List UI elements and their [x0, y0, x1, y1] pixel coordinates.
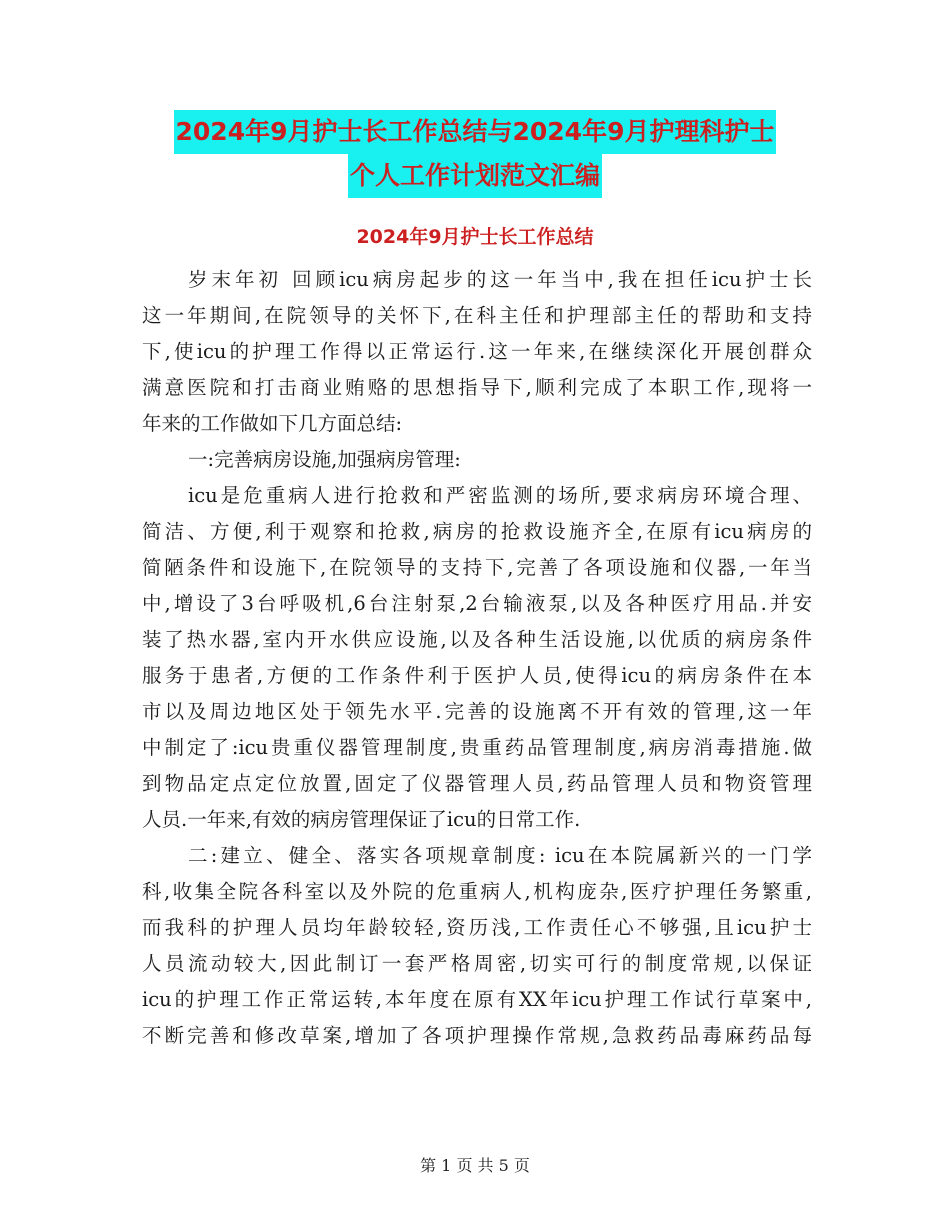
- body-line: 中,增设了3台呼吸机,6台注射泵,2台输液泵,以及各种医疗用品.并安: [142, 592, 812, 615]
- body-line: 二:建立、健全、落实各项规章制度: icu在本院属新兴的一门学: [188, 844, 812, 867]
- document-title-line-1: 2024年9月护士长工作总结与2024年9月护理科护士: [174, 110, 777, 154]
- body-line: 下,使icu的护理工作得以正常运行.这一年来,在继续深化开展创群众: [142, 340, 812, 363]
- body-line: 中制定了:icu贵重仪器管理制度,贵重药品管理制度,病房消毒措施.做: [142, 736, 812, 759]
- body-line: 市以及周边地区处于领先水平.完善的设施离不开有效的管理,这一年: [142, 700, 812, 723]
- body-line: 一:完善病房设施,加强病房管理:: [188, 448, 461, 471]
- document-title: [0, 110, 950, 198]
- body-line: 不断完善和修改草案,增加了各项护理操作常规,急救药品毒麻药品每: [142, 1024, 812, 1047]
- body-line: icu是危重病人进行抢救和严密监测的场所,要求病房环境合理、: [188, 484, 812, 507]
- section-title: 2024年9月护士长工作总结: [356, 226, 594, 248]
- document-title-line-2: 个人工作计划范文汇编: [348, 154, 602, 198]
- body-line: 年来的工作做如下几方面总结:: [142, 412, 403, 435]
- body-line: 简洁、方便,利于观察和抢救,病房的抢救设施齐全,在原有icu病房的: [142, 520, 812, 543]
- body-line: 简陋条件和设施下,在院领导的支持下,完善了各项设施和仪器,一年当: [142, 556, 812, 579]
- body-line: 这一年期间,在院领导的关怀下,在科主任和护理部主任的帮助和支持: [142, 304, 812, 327]
- body-line: 岁末年初 回顾icu病房起步的这一年当中,我在担任icu护士长: [188, 268, 812, 291]
- body-line: 满意医院和打击商业贿赂的思想指导下,顺利完成了本职工作,现将一: [142, 376, 812, 399]
- body-line: 装了热水器,室内开水供应设施,以及各种生活设施,以优质的病房条件: [142, 628, 812, 651]
- body-line: 科,收集全院各科室以及外院的危重病人,机构庞杂,医疗护理任务繁重,: [142, 880, 812, 903]
- body-line: 人员.一年来,有效的病房管理保证了icu的日常工作.: [142, 808, 581, 831]
- body-line: 人员流动较大,因此制订一套严格周密,切实可行的制度常规,以保证: [142, 952, 812, 975]
- body-line: 而我科的护理人员均年龄较轻,资历浅,工作责任心不够强,且icu护士: [142, 916, 812, 939]
- body-line: 到物品定点定位放置,固定了仪器管理人员,药品管理人员和物资管理: [142, 772, 812, 795]
- body-line: icu的护理工作正常运转,本年度在原有XX年icu护理工作试行草案中,: [142, 988, 812, 1011]
- page-footer: 第 1 页 共 5 页: [420, 1156, 530, 1175]
- body-text: [142, 262, 812, 1054]
- body-line: 服务于患者,方便的工作条件利于医护人员,使得icu的病房条件在本: [142, 664, 812, 687]
